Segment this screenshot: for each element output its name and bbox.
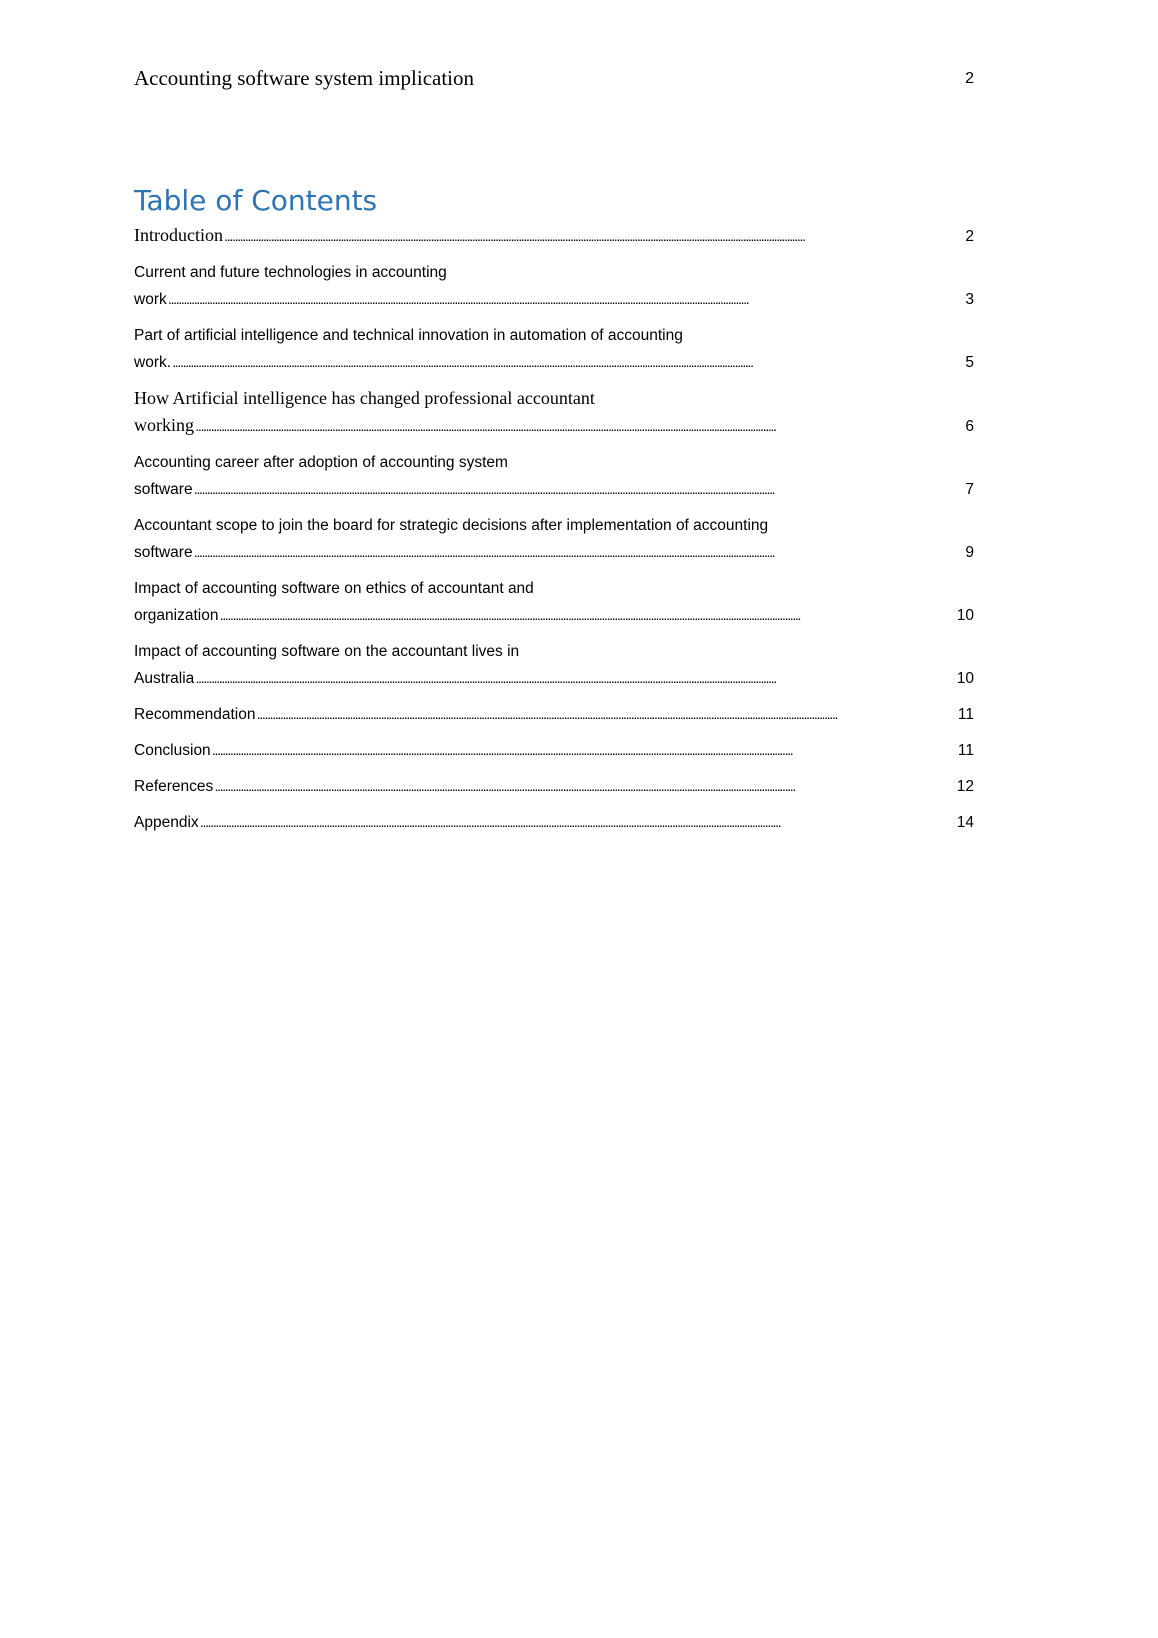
header-page-number: 2 (965, 70, 974, 87)
toc-entry-ethics[interactable] (134, 575, 974, 629)
toc-entry-page: 7 (963, 476, 974, 503)
toc-entry-introduction[interactable] (134, 222, 974, 250)
toc-entry-accountant-board[interactable] (134, 512, 974, 566)
toc-entry-page: 11 (956, 701, 974, 728)
toc-entry-label[interactable]: How Artificial intelligence has changed professional accountant working . . . (134, 388, 774, 435)
toc-entry-label[interactable]: Introduction . . . (134, 225, 803, 245)
toc-entry-australia[interactable] (134, 638, 974, 692)
toc-entry-label[interactable]: Part of artificial intelligence and technical innovation in automation of accounting work. . . . (134, 327, 751, 371)
table-of-contents (134, 222, 974, 845)
toc-entry-references[interactable] (134, 773, 974, 800)
toc-entry-page: 14 (955, 809, 974, 836)
toc-entry-page: 5 (963, 349, 974, 376)
toc-entry-label[interactable]: References . . . (134, 778, 794, 795)
toc-entry-ai-changed-accountant[interactable] (134, 385, 974, 440)
toc-entry-label[interactable]: Impact of accounting software on the accountant lives in Australia . . . (134, 643, 775, 687)
toc-entry-page: 10 (955, 665, 974, 692)
toc-entry-accounting-career[interactable] (134, 449, 974, 503)
toc-entry-page: 11 (956, 737, 974, 764)
header-title: Accounting software system implication (134, 66, 475, 90)
toc-entry-current-future-technologies[interactable] (134, 259, 974, 313)
toc-entry-appendix[interactable] (134, 809, 974, 836)
page-header (134, 66, 974, 94)
toc-entry-page: 6 (963, 413, 974, 440)
toc-entry-page: 2 (963, 223, 974, 250)
toc-entry-label[interactable]: Current and future technologies in accounting work . . . (134, 264, 747, 308)
toc-entry-label[interactable]: Recommendation . . . (134, 706, 836, 723)
toc-entry-recommendation[interactable] (134, 701, 974, 728)
toc-entry-page: 10 (955, 602, 974, 629)
toc-entry-label[interactable]: Accounting career after adoption of accounting system software . . . (134, 454, 773, 498)
toc-entry-label[interactable]: Appendix . . . (134, 814, 779, 831)
toc-entry-ai-automation[interactable] (134, 322, 974, 376)
toc-heading: Table of Contents (134, 184, 378, 217)
toc-entry-label[interactable]: Conclusion . . . (134, 742, 791, 759)
toc-entry-conclusion[interactable] (134, 737, 974, 764)
toc-entry-page: 3 (963, 286, 974, 313)
toc-entry-page: 9 (963, 539, 974, 566)
toc-entry-page: 12 (955, 773, 974, 800)
toc-entry-label[interactable]: Impact of accounting software on ethics of accountant and organization . . . (134, 580, 799, 624)
toc-entry-label[interactable]: Accountant scope to join the board for strategic decisions after implementation of accounting software . . . (134, 517, 773, 561)
